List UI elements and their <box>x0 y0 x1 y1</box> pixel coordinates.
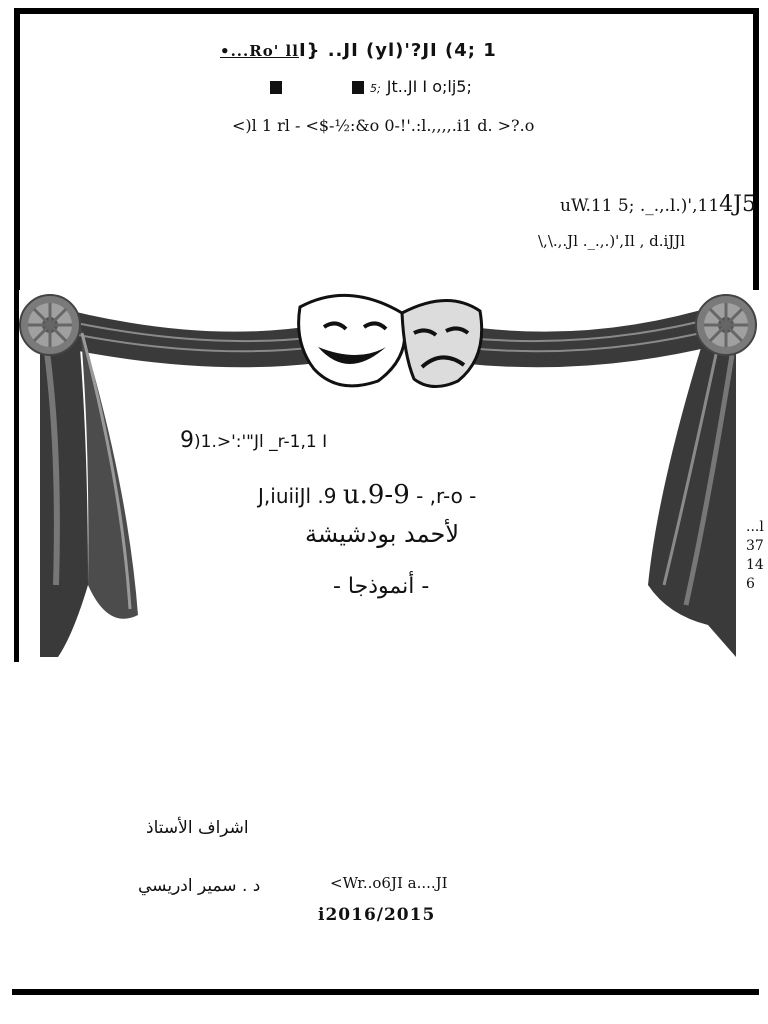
square-bullet-icon <box>352 81 364 94</box>
frame-right-border <box>753 8 759 290</box>
header-line-2 <box>270 77 472 96</box>
header-line-3: <)l 1 rl - <$-½:&o 0-!'.:l.,,,,.i1 d. >?.o <box>232 116 535 135</box>
comedy-mask-icon <box>299 295 405 386</box>
header-line-1-underlined: •...Ro' ll <box>220 42 299 60</box>
author-name: لأحمد بودشيشة <box>305 520 460 548</box>
academic-year: i2016/2015 <box>318 905 436 925</box>
title-line-1 <box>180 428 327 453</box>
rosette-left-icon <box>20 295 80 355</box>
supervision-garbled-text: <Wr..o6JI a....JI <box>330 874 448 892</box>
side-fragment-line: 37 <box>746 538 764 554</box>
theater-curtain-illustration <box>18 285 758 665</box>
header-line-1-text: I} ..JI (yl)'?JI (4; 1 <box>298 40 497 61</box>
frame-left-border <box>14 8 20 290</box>
side-fragment-line: ...l <box>746 519 764 535</box>
frame-top-border <box>14 8 759 14</box>
tragedy-mask-icon <box>402 300 482 386</box>
side-fragment-text <box>746 518 764 594</box>
header-line-4 <box>560 192 756 217</box>
title-line-2-a: J,iuiiJl .9 <box>258 484 337 508</box>
header-line-4-big: 4J5 <box>719 192 756 217</box>
supervision-label: اشراف الأستاذ <box>146 818 249 838</box>
header-line-4-text: uW.11 5; ._.,.l.)',11 <box>560 196 720 216</box>
supervisor-name: د . سمير ادريسي <box>138 876 261 896</box>
header-line-2-small: 5; <box>370 82 381 95</box>
side-fragment-line: 6 <box>746 576 755 592</box>
curtain-right-panel <box>648 325 736 657</box>
frame-bottom-border <box>12 989 759 995</box>
square-bullet-icon <box>270 81 282 94</box>
header-line-2-text: Jt..JI I o;lj5; <box>386 77 472 96</box>
title-line-2-b: u.9-9 <box>342 480 410 510</box>
curtain-swag-right <box>458 305 718 367</box>
header-line-5: \,\.,.Jl ._.,.)',Il , d.iJJl <box>538 232 686 250</box>
rosette-right-icon <box>696 295 756 355</box>
title-line-1-big: 9 <box>180 428 194 453</box>
title-line-2-c: - ,r-o - <box>416 484 477 508</box>
title-line-2 <box>258 480 476 510</box>
title-line-1-text: )1.>':'"Jl _r-1,1 I <box>194 432 328 452</box>
model-label: - أنموذجا - <box>333 574 430 599</box>
header-line-1 <box>220 40 497 61</box>
side-fragment-line: 14 <box>746 557 764 573</box>
